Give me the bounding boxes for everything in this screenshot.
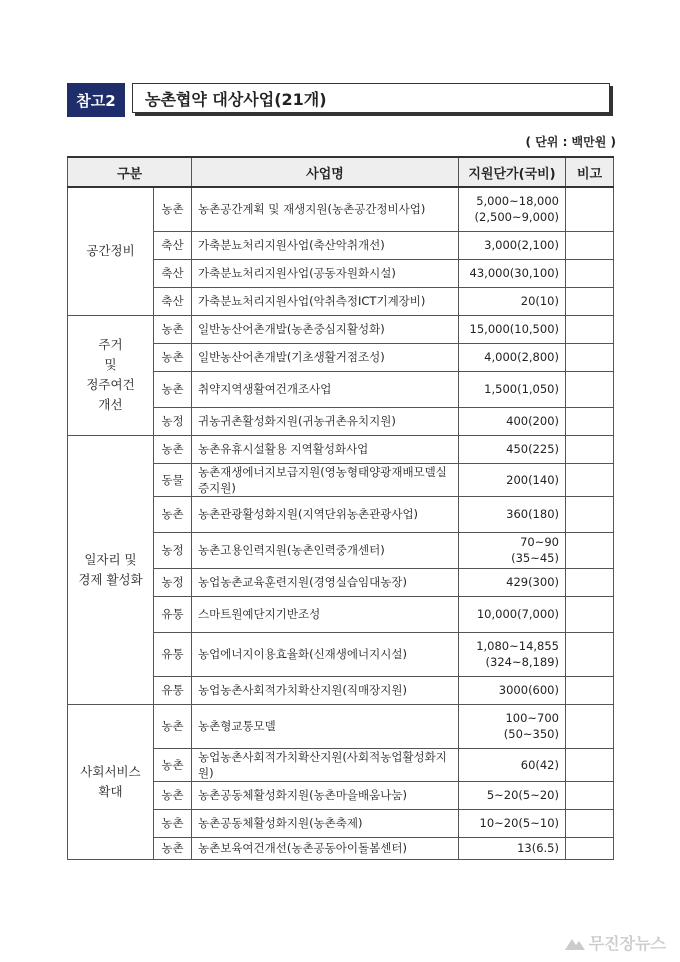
amount-line: (2,500~9,000) — [474, 210, 559, 225]
note-cell — [566, 187, 614, 231]
column-header-category: 구분 — [68, 157, 192, 187]
category-line: 및 — [104, 357, 117, 372]
amount-line: 10~20(5~10) — [479, 816, 559, 830]
note-cell — [566, 568, 614, 596]
section-title: 농촌협약 대상사업(21개) — [132, 83, 610, 113]
project-name-cell: 스마트원예단지기반조성 — [192, 596, 459, 632]
table-header-row — [68, 157, 614, 187]
amount-cell — [459, 259, 566, 287]
amount-cell — [459, 676, 566, 704]
project-name-cell: 가축분뇨처리지원사업(악취측정ICT기계장비) — [192, 287, 459, 315]
amount-cell — [459, 343, 566, 371]
amount-line: 429(300) — [506, 575, 559, 589]
project-name-cell: 취약지역생활여건개조사업 — [192, 371, 459, 407]
amount-line: (35~45) — [511, 551, 559, 565]
note-cell — [566, 596, 614, 632]
column-header-amount: 지원단가(국비) — [459, 157, 566, 187]
amount-cell — [459, 407, 566, 435]
amount-cell — [459, 568, 566, 596]
ministry-cell: 축산 — [154, 259, 192, 287]
ministry-cell: 유통 — [154, 676, 192, 704]
amount-line: 4,000(2,800) — [484, 350, 559, 364]
amount-line: 3,000(2,100) — [484, 238, 559, 252]
category-line: 일자리 및 — [84, 551, 137, 567]
table-row — [68, 187, 614, 231]
project-name-cell: 농촌보육여건개선(농촌공동아이돌봄센터) — [192, 837, 459, 859]
project-table — [67, 156, 614, 860]
ministry-cell: 농정 — [154, 532, 192, 568]
note-cell — [566, 463, 614, 496]
amount-cell — [459, 532, 566, 568]
note-cell — [566, 287, 614, 315]
ministry-cell: 농촌 — [154, 704, 192, 748]
amount-cell — [459, 704, 566, 748]
project-name-cell: 농촌관광활성화지원(지역단위농촌관광사업) — [192, 496, 459, 532]
ministry-cell: 농촌 — [154, 435, 192, 463]
note-cell — [566, 435, 614, 463]
note-cell — [566, 407, 614, 435]
ministry-cell: 농촌 — [154, 187, 192, 231]
section-header — [67, 83, 612, 117]
category-cell — [68, 315, 154, 435]
ministry-cell: 농촌 — [154, 371, 192, 407]
amount-cell — [459, 596, 566, 632]
project-name-cell: 농업농촌사회적가치확산지원(직매장지원) — [192, 676, 459, 704]
table-body — [68, 187, 614, 859]
note-cell — [566, 809, 614, 837]
category-line: 사회서비스 — [80, 763, 141, 779]
project-name-cell: 농촌공동체활성화지원(농촌축제) — [192, 809, 459, 837]
amount-cell — [459, 496, 566, 532]
note-cell — [566, 676, 614, 704]
ministry-cell: 농촌 — [154, 781, 192, 809]
project-name-cell: 일반농산어촌개발(농촌중심지활성화) — [192, 315, 459, 343]
amount-line: 200(140) — [506, 472, 559, 487]
amount-cell — [459, 371, 566, 407]
project-name-cell: 일반농산어촌개발(기초생활거점조성) — [192, 343, 459, 371]
category-line: 정주여건 — [86, 377, 135, 392]
amount-line: 5~20(5~20) — [486, 788, 559, 802]
note-cell — [566, 837, 614, 859]
amount-line: 43,000(30,100) — [469, 266, 559, 280]
column-header-note: 비고 — [566, 157, 614, 187]
ministry-cell: 농정 — [154, 407, 192, 435]
project-name-cell: 농업에너지이용효율화(신재생에너지시설) — [192, 632, 459, 676]
category-line: 확대 — [98, 783, 123, 799]
project-name-cell: 가축분뇨처리지원사업(공동자원화시설) — [192, 259, 459, 287]
amount-line: 5,000~18,000 — [476, 194, 559, 209]
category-cell — [68, 704, 154, 859]
project-name-cell: 농촌공동체활성화지원(농촌마을배움나눔) — [192, 781, 459, 809]
project-name-cell: 농촌공간계획 및 재생지원(농촌공간정비사업) — [192, 187, 459, 231]
note-cell — [566, 343, 614, 371]
category-line: 개선 — [98, 397, 123, 412]
category-cell — [68, 187, 154, 315]
ministry-cell: 농촌 — [154, 837, 192, 859]
amount-line: 100~700 — [505, 711, 559, 725]
amount-cell — [459, 463, 566, 496]
amount-cell — [459, 287, 566, 315]
note-cell — [566, 632, 614, 676]
table-row — [68, 435, 614, 463]
amount-line: 1,080~14,855 — [476, 639, 559, 653]
ministry-cell: 농촌 — [154, 343, 192, 371]
amount-line: 60(42) — [520, 757, 559, 772]
amount-cell — [459, 781, 566, 809]
project-name-cell: 농업농촌교육훈련지원(경영실습임대농장) — [192, 568, 459, 596]
column-header-project: 사업명 — [192, 157, 459, 187]
reference-badge: 참고2 — [67, 83, 125, 117]
mountain-icon — [565, 936, 585, 950]
amount-line: 1,500(1,050) — [484, 382, 559, 396]
amount-line: 360(180) — [506, 507, 559, 521]
project-name-cell: 농업농촌사회적가치확산지원(사회적농업활성화지원) — [192, 748, 459, 781]
ministry-cell: 농촌 — [154, 315, 192, 343]
ministry-cell: 농촌 — [154, 809, 192, 837]
note-cell — [566, 259, 614, 287]
project-name-cell: 농촌유휴시설활용 지역활성화사업 — [192, 435, 459, 463]
amount-cell — [459, 837, 566, 859]
ministry-cell: 유통 — [154, 596, 192, 632]
note-cell — [566, 781, 614, 809]
amount-line: 450(225) — [506, 442, 559, 456]
amount-cell — [459, 187, 566, 231]
project-name-cell: 농촌고용인력지원(농촌인력중개센터) — [192, 532, 459, 568]
category-line: 공간정비 — [86, 243, 135, 259]
project-name-cell: 농촌재생에너지보급지원(영농형태양광재배모델실증지원) — [192, 463, 459, 496]
note-cell — [566, 496, 614, 532]
category-line: 주거 — [98, 337, 123, 352]
amount-line: (324~8,189) — [485, 655, 559, 669]
note-cell — [566, 371, 614, 407]
amount-line: 10,000(7,000) — [476, 607, 559, 621]
table-row — [68, 704, 614, 748]
note-cell — [566, 532, 614, 568]
unit-label: ( 단위 : 백만원 ) — [525, 135, 616, 149]
amount-cell — [459, 748, 566, 781]
ministry-cell: 유통 — [154, 632, 192, 676]
category-line: 경제 활성화 — [78, 571, 143, 587]
ministry-cell: 축산 — [154, 231, 192, 259]
amount-line: 15,000(10,500) — [469, 322, 559, 336]
ministry-cell: 농정 — [154, 568, 192, 596]
amount-line: (50~350) — [503, 727, 559, 741]
note-cell — [566, 231, 614, 259]
table-row — [68, 315, 614, 343]
watermark-text: 무진장뉴스 — [588, 934, 666, 953]
category-cell — [68, 435, 154, 704]
note-cell — [566, 315, 614, 343]
project-name-cell: 농촌형교통모델 — [192, 704, 459, 748]
watermark — [565, 931, 666, 954]
ministry-cell: 농촌 — [154, 496, 192, 532]
amount-line: 20(10) — [520, 294, 559, 308]
project-name-cell: 귀농귀촌활성화지원(귀농귀촌유치지원) — [192, 407, 459, 435]
project-name-cell: 가축분뇨처리지원사업(축산악취개선) — [192, 231, 459, 259]
ministry-cell: 축산 — [154, 287, 192, 315]
ministry-cell: 동물 — [154, 463, 192, 496]
note-cell — [566, 704, 614, 748]
amount-cell — [459, 231, 566, 259]
amount-line: 70~90 — [520, 535, 559, 549]
amount-line: 13(6.5) — [517, 841, 559, 855]
amount-cell — [459, 632, 566, 676]
ministry-cell: 농촌 — [154, 748, 192, 781]
amount-cell — [459, 809, 566, 837]
note-cell — [566, 748, 614, 781]
amount-cell — [459, 315, 566, 343]
amount-line: 3000(600) — [498, 683, 559, 697]
amount-line: 400(200) — [506, 414, 559, 428]
amount-cell — [459, 435, 566, 463]
